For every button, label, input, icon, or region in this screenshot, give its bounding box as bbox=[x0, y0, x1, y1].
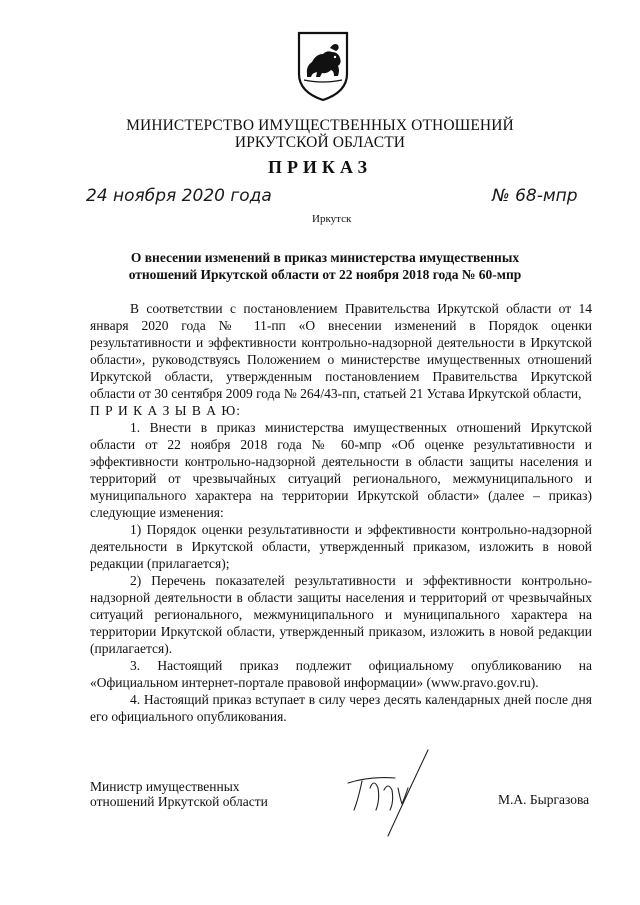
signatory-position-line2: отношений Иркутской области bbox=[90, 794, 268, 809]
ministry-name-line2: ИРКУТСКОЙ ОБЛАСТИ bbox=[234, 134, 406, 151]
handwritten-signature bbox=[340, 748, 435, 843]
signatory-name: М.А. Быргазова bbox=[498, 792, 590, 807]
clause-4: 4. Настоящий приказ вступает в силу через десять календарных дней после дня его официального опубликования. bbox=[90, 692, 592, 724]
order-directive: П Р И К А З Ы В А Ю: bbox=[90, 403, 242, 418]
ministry-name-line1: МИНИСТЕРСТВО ИМУЩЕСТВЕННЫХ ОТНОШЕНИЙ bbox=[126, 117, 514, 134]
city-name: Иркутск bbox=[312, 213, 352, 225]
order-subject-line1: О внесении изменений в приказ министерства имущественных bbox=[130, 250, 520, 265]
clause-1: 1. Внести в приказ министерства имущественных отношений Иркутской области от 22 ноября 2018 года № 60-мпр «Об оценке результативности и эффективности контрольно-надзорной деятельности в области защиты населения и территорий от чрезвычайных ситуаций регионального, межмуниципального и муниципального характера на территории Иркутской области» (далее – приказ) следующие изменения: bbox=[90, 420, 592, 520]
order-body bbox=[90, 300, 592, 725]
clause-3: 3. Настоящий приказ подлежит официальному опубликованию на «Официальном интернет-портале правовой информации» (www.pravo.gov.ru). bbox=[90, 658, 592, 690]
handwritten-order-number: № 68-мпр bbox=[492, 186, 578, 206]
signatory-position-line1: Министр имущественных bbox=[90, 779, 240, 794]
document-type-title: ПРИКАЗ bbox=[267, 157, 373, 177]
clause-1-item-2: 2) Перечень показателей результативности и эффективности контрольно-надзорной деятельности в области защиты населения и территорий от чрезвычайных ситуаций регионального, межмуниципального и муниципального характера на территории Иркутской области, утвержденный приказом, изложить в новой редакции (прилагается). bbox=[90, 573, 592, 656]
order-subject bbox=[100, 249, 550, 283]
clause-1-item-1: 1) Порядок оценки результативности и эффективности контрольно-надзорной деятельности в Иркутской области, утвержденный приказом, изложить в новой редакции (прилагается); bbox=[90, 522, 592, 571]
order-subject-line2: отношений Иркутской области от 22 ноября 2018 года № 60-мпр bbox=[128, 267, 522, 282]
handwritten-date: 24 ноября 2020 года bbox=[86, 186, 272, 206]
coat-of-arms-icon bbox=[296, 30, 350, 102]
signatory-position bbox=[90, 779, 268, 809]
preamble-paragraph: В соответствии с постановлением Правительства Иркутской области от 14 января 2020 года № 11-пп «О внесении изменений в Порядок оценки результативности и эффективности контрольно-надзорной деятельности в Иркутской области», руководствуясь Положением о министерстве имущественных отношений Иркутской области, утвержденным постановлением Правительства Иркутской области от 30 сентября 2009 года № 264/43-пп, статьей 21 Устава Иркутской области, bbox=[90, 301, 592, 401]
